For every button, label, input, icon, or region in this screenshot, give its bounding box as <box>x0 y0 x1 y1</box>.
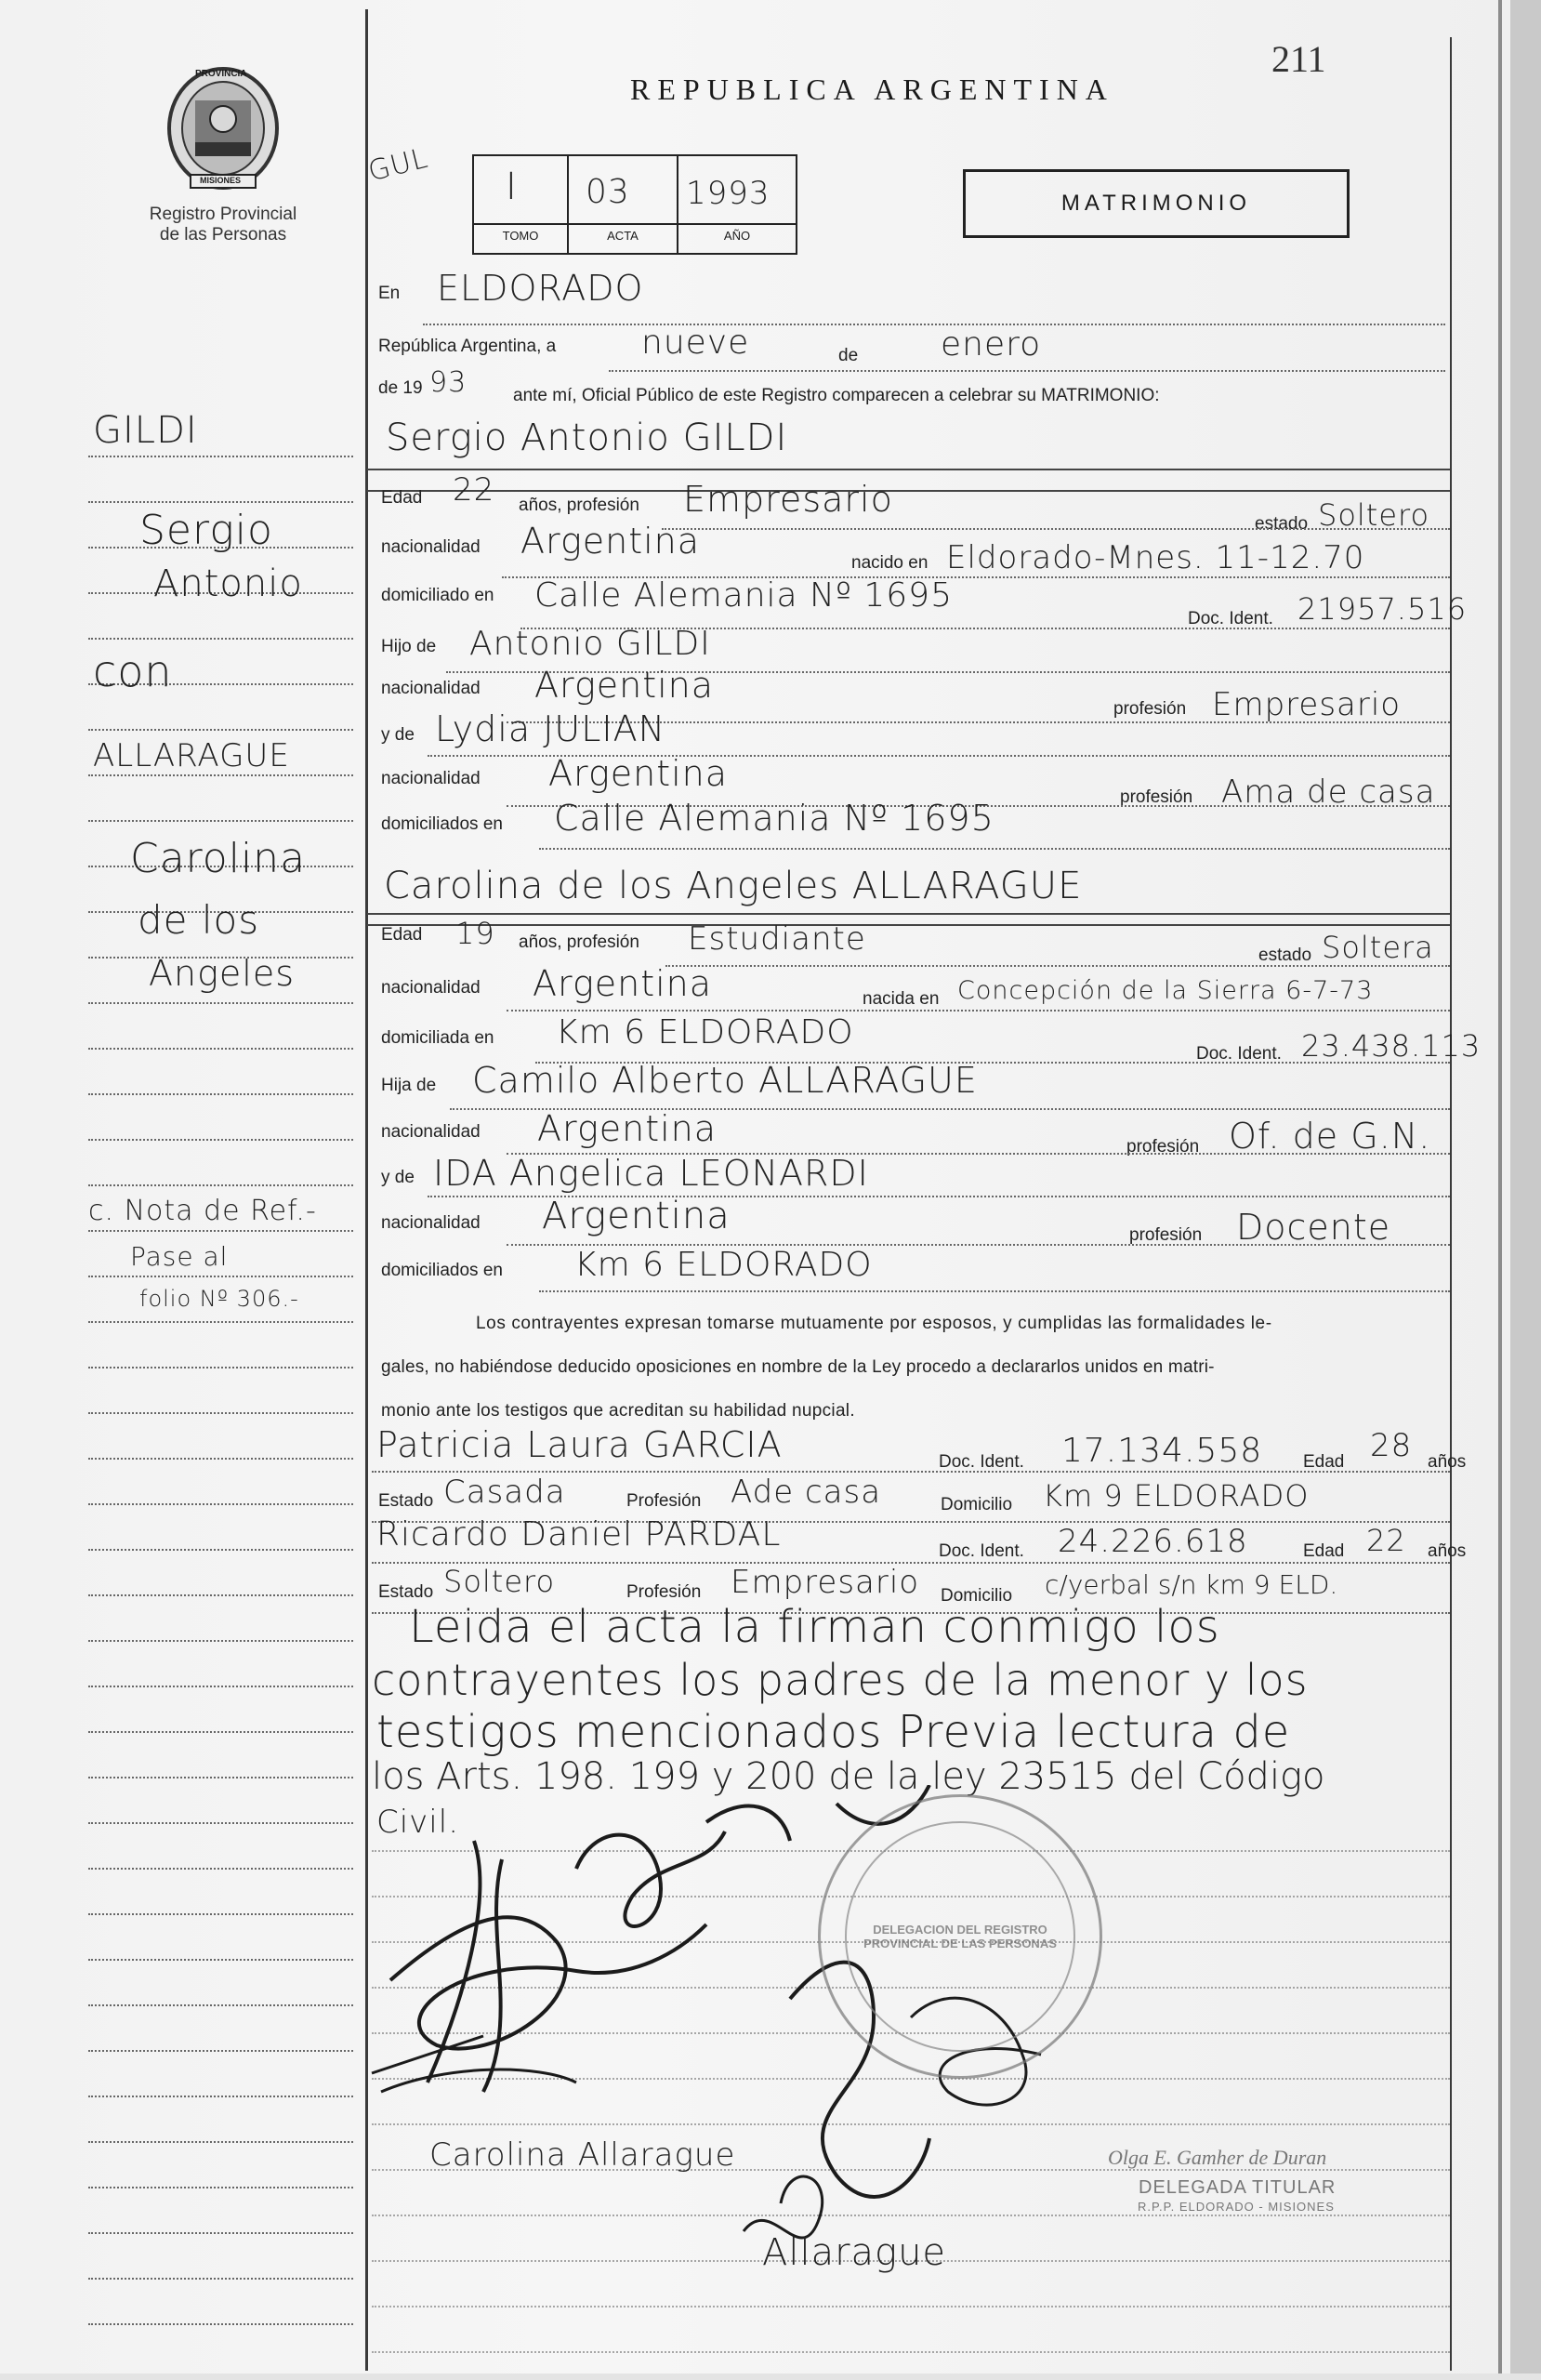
bride-estado-label: estado <box>1258 945 1312 965</box>
margin-name-3: Antonio <box>153 562 303 605</box>
declaration-line-2: gales, no habiéndose deducido oposiciones en nombre de la Ley procedo a declararlos unidos en matri- <box>381 1357 1215 1377</box>
margin-ruled-line <box>88 2004 353 2006</box>
tomo-label: TOMO <box>474 223 567 243</box>
registry-line1: Registro Provincial <box>149 205 297 224</box>
groom-yde-label: y de <box>381 725 415 745</box>
margin-ruled-line <box>88 1321 353 1323</box>
groom-doc-label: Doc. Ident. <box>1188 609 1273 628</box>
bride-hija-label: Hija de <box>381 1076 437 1095</box>
margin-ruled-line <box>88 1139 353 1141</box>
margin-note: GUL <box>364 141 432 189</box>
date-de: de <box>838 346 859 365</box>
ano-cell <box>678 156 796 253</box>
date-month: enero <box>941 325 1042 364</box>
page-edge-line <box>1498 0 1502 2373</box>
groom-domicilio: Calle Alemania Nº 1695 <box>534 576 953 615</box>
year-suffix: 93 <box>429 366 468 399</box>
witness1-domicilio: Km 9 ELDORADO <box>1043 1478 1310 1514</box>
margin-ruled-line <box>88 1868 353 1870</box>
margin-name-2: Sergio <box>139 507 273 554</box>
official-title: DELEGADA TITULAR <box>1139 2177 1337 2198</box>
year-prefix: de 19 <box>378 378 423 398</box>
bride-profesion-label: años, profesión <box>519 932 639 952</box>
margin-ruled-line <box>88 1458 353 1460</box>
margin-ruled-line <box>88 1822 353 1824</box>
margin-ruled-line <box>88 2232 353 2234</box>
margin-ruled-line <box>88 1412 353 1414</box>
witness1-estado-label: Estado <box>378 1491 434 1511</box>
groom-profesion: Empresario <box>683 479 893 520</box>
bride-surname-signature: Allarague <box>762 2231 947 2274</box>
bride-padre-prof: Of. de G.N. <box>1229 1116 1431 1157</box>
witness1-doc: 17.134.558 <box>1061 1432 1263 1470</box>
bride-nacida-label: nacida en <box>863 989 940 1009</box>
margin-ruled-line <box>88 1503 353 1505</box>
bride-name-line <box>367 913 1450 915</box>
witness2-anos-label: años <box>1428 1541 1467 1561</box>
witness2-doc-label: Doc. Ident. <box>939 1541 1024 1561</box>
bride-edad: 19 <box>455 916 495 951</box>
margin-name-8: Angeles <box>149 953 295 994</box>
declaration-line-3: monio ante los testigos que acreditan su habilidad nupcial. <box>381 1401 855 1421</box>
margin-ruled-line <box>88 638 353 640</box>
groom-line-9 <box>539 848 1450 850</box>
witness2-domicilio: c/yerbal s/n km 9 ELD. <box>1045 1569 1338 1600</box>
margin-note-line-2: Pase al <box>130 1241 229 1272</box>
groom-name: Sergio Antonio GILDI <box>386 416 788 459</box>
margin-ruled-line <box>88 1093 353 1095</box>
groom-domicilio-label: domiciliado en <box>381 586 494 605</box>
bride-padre-prof-label: profesión <box>1126 1137 1200 1157</box>
bride-estado: Soltera <box>1322 930 1434 965</box>
groom-estado: Soltero <box>1318 497 1430 533</box>
bride-line-9 <box>539 1290 1450 1292</box>
official-stamp <box>818 1794 1102 2079</box>
country-title: REPUBLICA ARGENTINA <box>630 73 1114 106</box>
margin-name-4: con <box>93 646 173 696</box>
witness2-profesion-label: Profesión <box>626 1582 702 1602</box>
margin-note-line-1: c. Nota de Ref.- <box>88 1195 317 1227</box>
margin-ruled-line <box>88 1549 353 1551</box>
witness1-edad: 28 <box>1370 1427 1413 1464</box>
date-sentence: ante mí, Oficial Público de este Registro comparecen a celebrar su MATRIMONIO: <box>513 386 1160 405</box>
groom-doc: 21957.516 <box>1297 591 1468 627</box>
bride-doc: 23.438.113 <box>1301 1028 1482 1064</box>
bride-padres-dom-label: domiciliados en <box>381 1261 503 1280</box>
groom-line-2 <box>662 528 1450 530</box>
groom-madre-prof: Ama de casa <box>1221 774 1436 811</box>
official-office: R.P.P. ELDORADO - MISIONES <box>1138 2200 1335 2214</box>
witness1-name: Patricia Laura GARCIA <box>376 1424 783 1465</box>
date-day: nueve <box>641 324 750 362</box>
margin-ruled-line <box>88 1959 353 1961</box>
groom-edad-label: Edad <box>381 488 423 508</box>
margin-ruled-line <box>88 1913 353 1915</box>
closing-line-2: contrayentes los padres de la menor y los <box>372 1655 1309 1705</box>
groom-padres-dom: Calle Alemania Nº 1695 <box>554 798 994 839</box>
margin-ruled-line <box>88 1048 353 1050</box>
witness1-doc-label: Doc. Ident. <box>939 1452 1024 1472</box>
place-label: En <box>378 284 401 303</box>
groom-madre-prof-label: profesión <box>1120 787 1193 807</box>
groom-name-line <box>367 469 1450 470</box>
acta-value: 03 <box>586 173 630 211</box>
groom-estado-label: estado <box>1255 514 1309 534</box>
acta-cell <box>569 156 678 253</box>
bride-line-3 <box>507 1010 1450 1012</box>
margin-ruled-line <box>88 820 353 822</box>
closing-line-3: testigos mencionados Previa lectura de <box>376 1706 1291 1758</box>
registry-name <box>130 205 316 245</box>
margin-ruled-line <box>88 2141 353 2143</box>
bride-edad-label: Edad <box>381 925 423 945</box>
witness1-estado: Casada <box>443 1474 566 1511</box>
bride-domicilio: Km 6 ELDORADO <box>556 1013 854 1051</box>
bride-nacida: Concepción de la Sierra 6-7-73 <box>957 976 1374 1005</box>
witness2-estado-label: Estado <box>378 1582 434 1602</box>
margin-ruled-line <box>88 1686 353 1687</box>
seal-text-top: PROVINCIA <box>195 69 247 79</box>
groom-nacionalidad: Argentina <box>520 521 701 562</box>
tomo-acta-ano-box <box>472 154 797 255</box>
tomo-cell <box>474 156 569 253</box>
bride-padre: Camilo Alberto ALLARAGUE <box>472 1060 978 1101</box>
groom-edad: 22 <box>453 471 495 509</box>
groom-madre-nac: Argentina <box>548 753 729 794</box>
margin-name-6: Carolina <box>130 835 307 882</box>
margin-ruled-line <box>88 2050 353 2052</box>
bride-name: Carolina de los Angeles ALLARAGUE <box>384 865 1083 907</box>
seal-text-bottom: MISIONES <box>200 176 242 185</box>
groom-section-rule <box>367 490 1450 492</box>
place-value: ELDORADO <box>437 268 644 309</box>
stamp-ring-text: DELEGACION DEL REGISTRO PROVINCIAL DE LAS PERSONAS <box>863 1923 1057 1950</box>
margin-ruled-line <box>88 1731 353 1733</box>
witness1-profesion-label: Profesión <box>626 1491 702 1511</box>
margin-name-7: de los <box>138 897 260 943</box>
right-rule <box>1450 37 1452 2371</box>
groom-madre-nac-label: nacionalidad <box>381 769 481 788</box>
witness1-edad-label: Edad <box>1303 1452 1345 1472</box>
bride-padres-dom: Km 6 ELDORADO <box>574 1246 873 1284</box>
witness2-estado: Soltero <box>443 1564 556 1599</box>
witness2-name: Ricardo Daniel PARDAL <box>376 1515 782 1554</box>
margin-ruled-line <box>88 1184 353 1186</box>
margin-ruled-line <box>88 2323 353 2325</box>
groom-profesion-label: años, profesión <box>519 496 639 515</box>
date-line <box>609 370 1445 372</box>
margin-ruled-line <box>88 729 353 731</box>
closing-line-5: Civil. <box>376 1804 460 1841</box>
witness2-doc: 24.226.618 <box>1058 1523 1248 1560</box>
margin-name-5: ALLARAGUE <box>93 737 290 774</box>
groom-padre-nac: Argentina <box>534 665 715 706</box>
bride-nac-label: nacionalidad <box>381 978 481 998</box>
groom-padre-prof-label: profesión <box>1113 699 1187 719</box>
bride-line-2 <box>665 965 1450 967</box>
witness1-profesion: Ade casa <box>731 1474 882 1511</box>
witness2-edad-label: Edad <box>1303 1541 1345 1561</box>
bride-madre-nac: Argentina <box>542 1195 731 1237</box>
closing-line-1: Leida el acta la firman conmigo los <box>409 1601 1220 1653</box>
margin-ruled-line <box>88 1276 353 1277</box>
closing-line-4: los Arts. 198. 199 y 200 de la ley 23515 del Código <box>372 1755 1325 1798</box>
witness1-anos-label: años <box>1428 1452 1467 1472</box>
tomo-value: I <box>506 165 518 208</box>
witness1-domicilio-label: Domicilio <box>941 1495 1013 1514</box>
bride-padre-nac: Argentina <box>537 1108 718 1149</box>
folio-number: 211 <box>1271 38 1326 80</box>
margin-ruled-line <box>88 774 353 776</box>
bride-signature: Carolina Allarague <box>429 2136 736 2174</box>
bride-madre-nac-label: nacionalidad <box>381 1213 481 1233</box>
date-label: República Argentina, a <box>378 337 557 356</box>
bride-madre-prof: Docente <box>1236 1207 1391 1248</box>
registry-line2: de las Personas <box>159 225 287 245</box>
official-name: Olga E. Gamher de Duran <box>1108 2146 1327 2169</box>
margin-note-line-3: folio Nº 306.- <box>139 1286 299 1312</box>
groom-padre: Antonio GILDI <box>469 625 711 663</box>
margin-ruled-line <box>88 456 353 457</box>
groom-hijo-label: Hijo de <box>381 637 437 656</box>
bride-profesion: Estudiante <box>688 920 866 958</box>
margin-name-1: GILDI <box>93 409 198 452</box>
margin-ruled-line <box>88 1640 353 1642</box>
declaration-line-1: Los contrayentes expresan tomarse mutuamente por esposos, y cumplidas las formalidades le- <box>476 1314 1272 1333</box>
groom-nacido-label: nacido en <box>851 553 929 573</box>
margin-ruled-line <box>88 501 353 503</box>
margin-ruled-line <box>88 1594 353 1596</box>
groom-madre: Lydia JULIAN <box>435 708 666 749</box>
groom-nac-label: nacionalidad <box>381 537 481 557</box>
bride-section-rule <box>367 924 1450 926</box>
bride-madre: IDA Angelica LEONARDI <box>433 1153 869 1194</box>
acta-label: ACTA <box>569 223 677 243</box>
margin-ruled-line <box>88 2278 353 2280</box>
margin-ruled-line <box>88 1777 353 1778</box>
bride-madre-prof-label: profesión <box>1129 1225 1203 1245</box>
witness2-edad: 22 <box>1366 1523 1406 1558</box>
groom-padre-prof: Empresario <box>1212 686 1402 723</box>
bride-padre-nac-label: nacionalidad <box>381 1122 481 1142</box>
margin-ruled-line <box>88 1367 353 1368</box>
place-line <box>423 324 1445 325</box>
document-type: MATRIMONIO <box>963 169 1350 238</box>
witness2-domicilio-label: Domicilio <box>941 1586 1013 1606</box>
bride-yde-label: y de <box>381 1168 415 1187</box>
bride-nacionalidad: Argentina <box>533 963 713 1004</box>
groom-padres-dom-label: domiciliados en <box>381 814 503 834</box>
margin-ruled-line <box>88 2187 353 2188</box>
groom-padre-nac-label: nacionalidad <box>381 679 481 698</box>
groom-nacido: Eldorado-Mnes. 11-12.70 <box>946 539 1365 576</box>
bride-domicilio-label: domiciliada en <box>381 1028 494 1048</box>
ano-value: 1993 <box>686 175 770 212</box>
witness1-line <box>372 1471 1450 1473</box>
margin-ruled-line <box>88 1002 353 1004</box>
bride-doc-label: Doc. Ident. <box>1196 1044 1282 1064</box>
provincial-seal <box>158 63 288 193</box>
page-edge-shadow <box>1510 0 1541 2373</box>
ano-label: AÑO <box>678 223 796 243</box>
margin-ruled-line <box>88 2096 353 2097</box>
margin-ruled-line <box>88 1230 353 1232</box>
witness2-profesion: Empresario <box>731 1564 920 1601</box>
